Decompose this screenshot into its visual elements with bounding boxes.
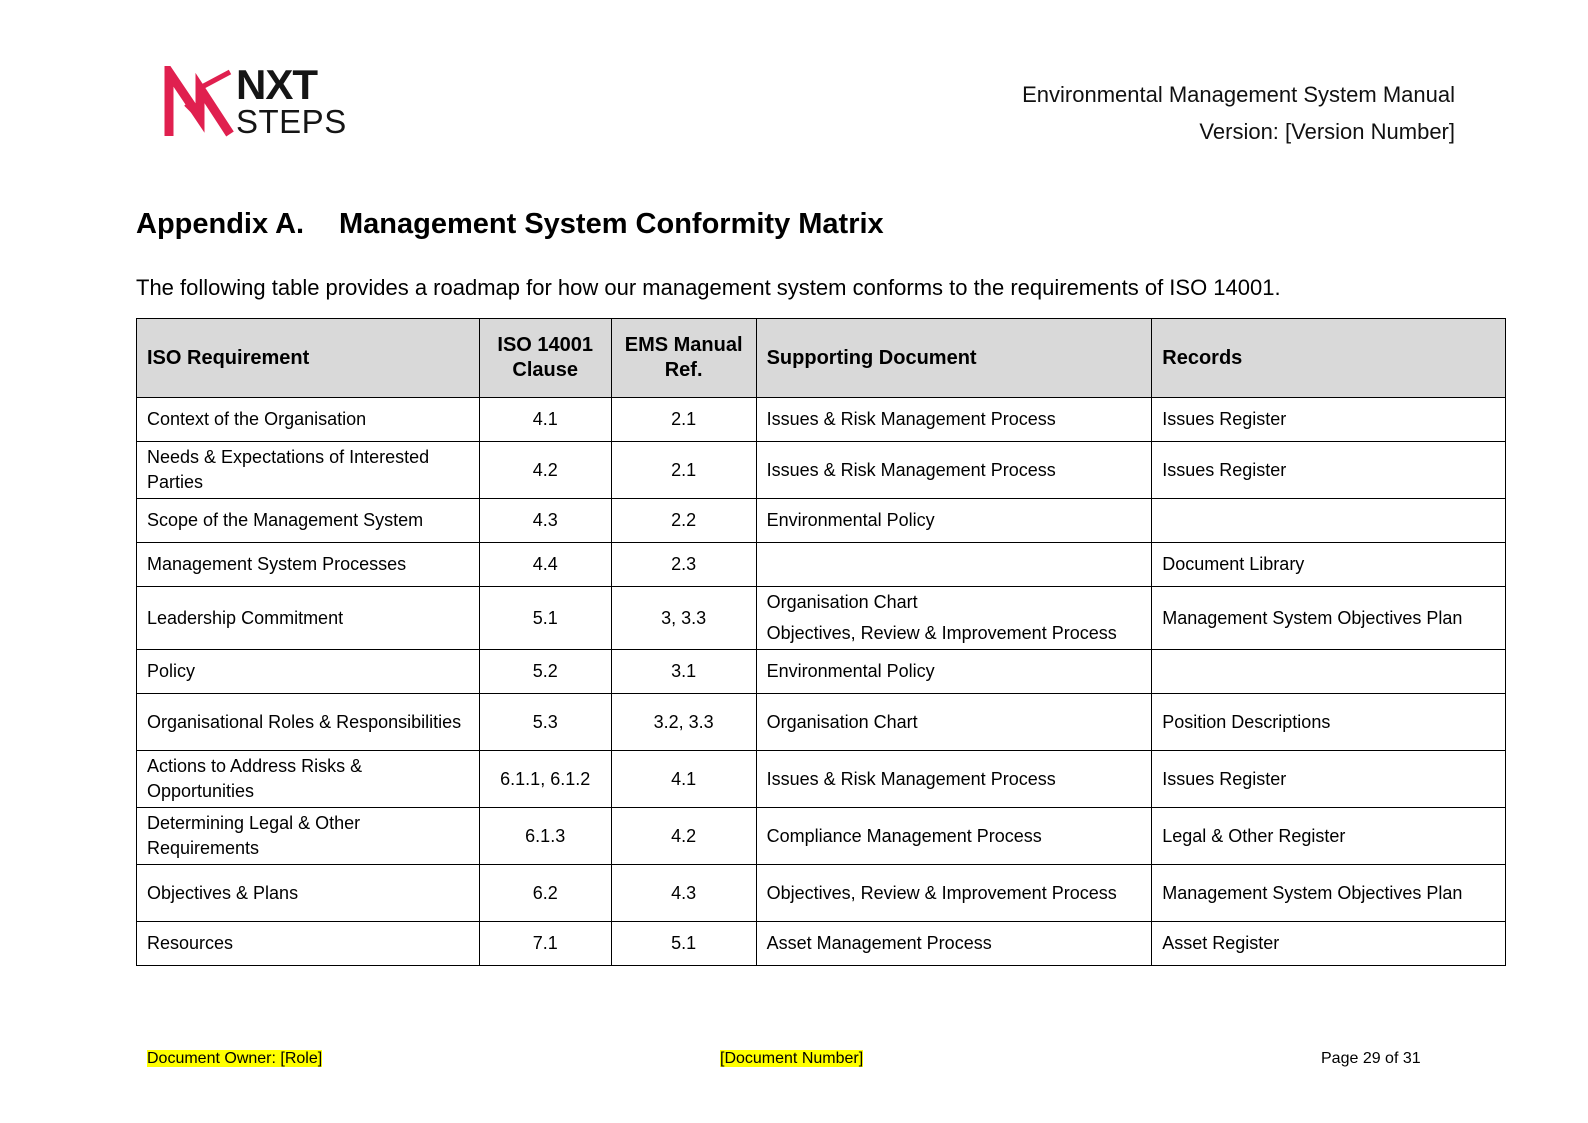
footer-document-owner xyxy=(147,1049,322,1069)
records-cell: Management System Objectives Plan xyxy=(1152,865,1506,922)
requirement-cell: Objectives & Plans xyxy=(137,865,480,922)
document-version: Version: [Version Number] xyxy=(1199,119,1455,144)
logo-mark-icon xyxy=(164,66,236,140)
table-row xyxy=(137,694,1506,751)
ref-cell: 2.1 xyxy=(611,398,756,442)
supporting-cell: Issues & Risk Management Process xyxy=(756,442,1152,499)
table-row xyxy=(137,650,1506,694)
supporting-cell: Asset Management Process xyxy=(756,922,1152,966)
supporting-cell: Issues & Risk Management Process xyxy=(756,751,1152,808)
ref-cell: 4.2 xyxy=(611,808,756,865)
footer-document-number xyxy=(720,1049,863,1069)
table-row xyxy=(137,587,1506,650)
requirement-cell: Context of the Organisation xyxy=(137,398,480,442)
ref-cell: 2.1 xyxy=(611,442,756,499)
table-row xyxy=(137,808,1506,865)
table-row xyxy=(137,922,1506,966)
table-row xyxy=(137,442,1506,499)
table-row xyxy=(137,398,1506,442)
requirement-cell: Organisational Roles & Responsibilities xyxy=(137,694,480,751)
column-header-clause: ISO 14001 Clause xyxy=(479,319,611,398)
clause-cell: 4.4 xyxy=(479,543,611,587)
table-row xyxy=(137,865,1506,922)
requirement-cell: Actions to Address Risks & Opportunities xyxy=(137,751,480,808)
records-cell: Issues Register xyxy=(1152,442,1506,499)
table-header-row xyxy=(137,319,1506,398)
ref-cell: 3.1 xyxy=(611,650,756,694)
column-header-requirement: ISO Requirement xyxy=(137,319,480,398)
supporting-cell: Objectives, Review & Improvement Process xyxy=(756,865,1152,922)
clause-cell: 6.1.1, 6.1.2 xyxy=(479,751,611,808)
appendix-number: Appendix A. xyxy=(136,208,305,240)
supporting-document-item: Organisation Chart xyxy=(766,592,918,612)
requirement-cell: Needs & Expectations of Interested Parties xyxy=(137,442,480,499)
records-cell: Document Library xyxy=(1152,543,1506,587)
ref-cell: 4.1 xyxy=(611,751,756,808)
document-header xyxy=(1022,76,1455,150)
clause-cell: 4.2 xyxy=(479,442,611,499)
supporting-cell: Organisation Chart xyxy=(756,694,1152,751)
appendix-heading xyxy=(136,208,884,241)
document-owner-text: Document Owner: [Role] xyxy=(147,1050,323,1067)
clause-cell: 6.2 xyxy=(479,865,611,922)
records-cell: Management System Objectives Plan xyxy=(1152,587,1506,650)
logo-mark-path xyxy=(169,72,230,136)
records-cell: Issues Register xyxy=(1152,398,1506,442)
clause-cell: 5.1 xyxy=(479,587,611,650)
requirement-cell: Management System Processes xyxy=(137,543,480,587)
supporting-cell: Issues & Risk Management Process xyxy=(756,398,1152,442)
table-row xyxy=(137,751,1506,808)
column-header-ref: EMS Manual Ref. xyxy=(611,319,756,398)
requirement-cell: Resources xyxy=(137,922,480,966)
records-cell: Legal & Other Register xyxy=(1152,808,1506,865)
page-number: Page 29 of 31 xyxy=(1321,1050,1421,1067)
clause-cell: 4.1 xyxy=(479,398,611,442)
ref-cell: 3.2, 3.3 xyxy=(611,694,756,751)
document-title: Environmental Management System Manual xyxy=(1022,82,1455,107)
company-logo xyxy=(164,61,354,140)
supporting-cell: Compliance Management Process xyxy=(756,808,1152,865)
ref-cell: 4.3 xyxy=(611,865,756,922)
requirement-cell: Scope of the Management System xyxy=(137,499,480,543)
ref-cell: 3, 3.3 xyxy=(611,587,756,650)
intro-paragraph: The following table provides a roadmap for how our management system conforms to the requirements of ISO 14001. xyxy=(136,275,1281,300)
ref-cell: 5.1 xyxy=(611,922,756,966)
ref-cell: 2.2 xyxy=(611,499,756,543)
column-header-supporting: Supporting Document xyxy=(756,319,1152,398)
requirement-cell: Policy xyxy=(137,650,480,694)
document-number-text: [Document Number] xyxy=(720,1050,864,1067)
ref-cell: 2.3 xyxy=(611,543,756,587)
clause-cell: 5.3 xyxy=(479,694,611,751)
supporting-cell: Environmental Policy xyxy=(756,499,1152,543)
table-row xyxy=(137,543,1506,587)
supporting-cell xyxy=(756,543,1152,587)
clause-cell: 7.1 xyxy=(479,922,611,966)
records-cell: Asset Register xyxy=(1152,922,1506,966)
supporting-cell xyxy=(756,587,1152,650)
clause-cell: 4.3 xyxy=(479,499,611,543)
records-cell: Issues Register xyxy=(1152,751,1506,808)
logo-wordmark-top: NXT xyxy=(236,61,317,108)
records-cell: Position Descriptions xyxy=(1152,694,1506,751)
logo-wordmark-bottom: STEPS xyxy=(236,103,347,140)
conformity-matrix-table xyxy=(136,318,1506,966)
appendix-title: Management System Conformity Matrix xyxy=(339,208,884,240)
column-header-records: Records xyxy=(1152,319,1506,398)
supporting-cell: Environmental Policy xyxy=(756,650,1152,694)
table-row xyxy=(137,499,1506,543)
requirement-cell: Leadership Commitment xyxy=(137,587,480,650)
supporting-document-item: Objectives, Review & Improvement Process xyxy=(766,623,1117,643)
clause-cell: 5.2 xyxy=(479,650,611,694)
records-cell xyxy=(1152,499,1506,543)
clause-cell: 6.1.3 xyxy=(479,808,611,865)
records-cell xyxy=(1152,650,1506,694)
requirement-cell: Determining Legal & Other Requirements xyxy=(137,808,480,865)
